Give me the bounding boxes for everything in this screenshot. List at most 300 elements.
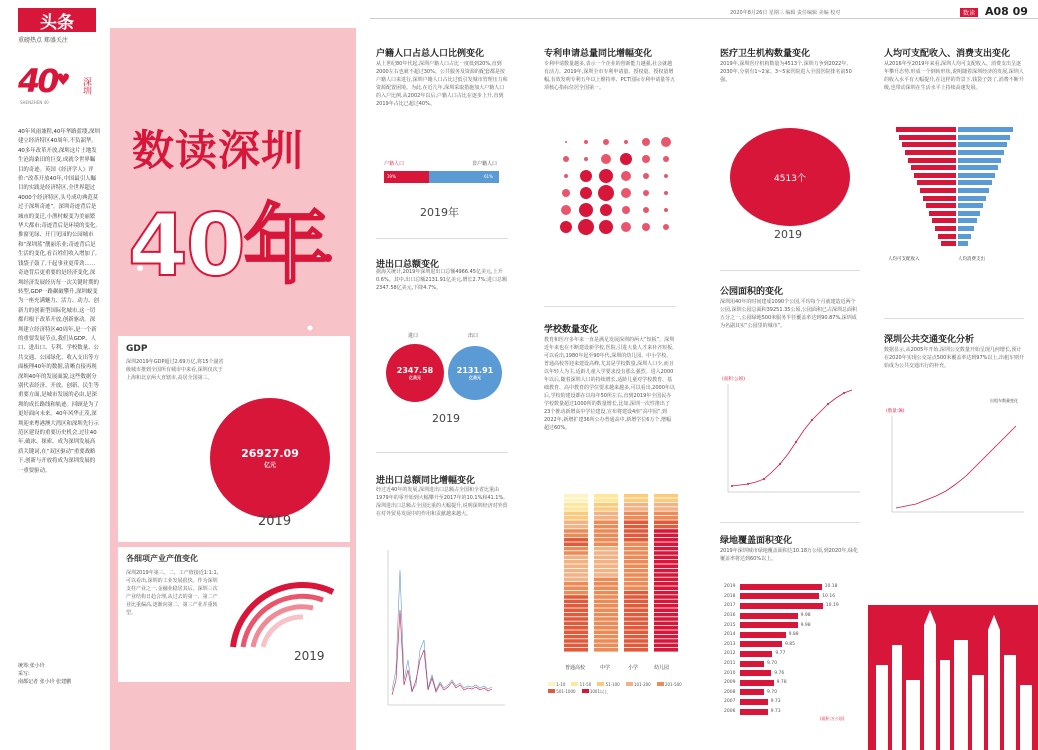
trade-import-unit: 亿美元 (409, 374, 421, 380)
school-cell (654, 617, 678, 621)
income-title: 人均可支配收入、消费支出变化 (884, 49, 1011, 59)
school-cell (624, 600, 648, 604)
school-cell (594, 538, 618, 542)
greening-bar (740, 593, 819, 599)
school-cell (654, 578, 678, 582)
school-cell (594, 494, 618, 498)
greening-year: 2011 (724, 661, 736, 667)
hero-title: 数读深圳 (132, 126, 305, 175)
greening-value: 9.98 (800, 613, 811, 619)
medical-circle (730, 128, 850, 226)
industry-title: 各细项产业产值变化 (126, 554, 198, 563)
school-cell (594, 622, 618, 626)
bubble (624, 140, 628, 144)
city-skyline-illustration (868, 605, 1038, 750)
school-cell (624, 507, 648, 511)
school-cell (654, 494, 678, 498)
school-cell (654, 569, 678, 573)
school-cell (564, 512, 588, 516)
school-cell (564, 639, 588, 643)
greening-bar (740, 584, 822, 590)
school-cell (624, 538, 648, 542)
income-row (884, 179, 1024, 187)
bubble (600, 204, 612, 216)
school-cell (594, 525, 618, 529)
school-cell (564, 644, 588, 648)
header-meta: 2020年8月26日 星期三 编辑 责任编辑 美编 校对 (730, 10, 841, 16)
school-cell (624, 573, 648, 577)
school-cell (594, 507, 618, 511)
trade-export-circle (448, 346, 502, 400)
school-cell (564, 534, 588, 538)
school-cell (564, 525, 588, 529)
trade-export-unit: 亿美元 (469, 374, 481, 380)
greening-year: 2009 (724, 680, 736, 686)
school-cell (654, 608, 678, 612)
income-row (884, 232, 1024, 240)
school-cell (594, 600, 618, 604)
school-cat-0: 普通高校 (565, 665, 586, 671)
income-row (884, 225, 1024, 233)
heart-icon: ♥ (56, 70, 71, 89)
bubble (622, 206, 630, 214)
greening-bar (740, 709, 768, 715)
school-cell (624, 639, 648, 643)
school-cell (624, 626, 648, 630)
school-cell (624, 525, 648, 529)
school-cell (564, 516, 588, 520)
greening-unit: (面积:万公顷) (820, 716, 845, 721)
school-cell (594, 591, 618, 595)
school-cell (624, 534, 648, 538)
greening-value: 9.73 (770, 699, 781, 705)
bubble (663, 224, 669, 230)
transit-line-chart (886, 416, 1026, 516)
school-cell (594, 547, 618, 551)
income-row (884, 149, 1024, 157)
school-cell (564, 613, 588, 617)
school-cell (594, 512, 618, 516)
greening-value: 9.78 (776, 680, 787, 686)
income-row (884, 126, 1024, 134)
school-cell (654, 538, 678, 542)
income-row (884, 187, 1024, 195)
greening-value: 9.70 (767, 689, 778, 695)
school-cell (654, 551, 678, 555)
school-title: 学校数量变化 (544, 325, 599, 335)
school-cell (624, 569, 648, 573)
trade-title: 进出口总额变化 (376, 260, 440, 270)
bubble (562, 189, 570, 197)
school-cell (624, 520, 648, 524)
school-cell (624, 635, 648, 639)
gdp-year: 2019 (258, 514, 292, 529)
anniversary-logo (18, 62, 108, 112)
bubble (603, 139, 609, 145)
school-cell (594, 529, 618, 533)
bubble (664, 174, 668, 178)
school-cell (654, 644, 678, 648)
bubble (642, 223, 650, 231)
school-cell (564, 494, 588, 498)
gdp-circle (210, 398, 330, 518)
income-label-a: 人均可支配收入 (888, 257, 920, 262)
bubble (584, 140, 588, 144)
medical-title: 医疗卫生机构数量变化 (720, 49, 811, 59)
school-cell (564, 547, 588, 551)
trade-year: 2019 (432, 412, 460, 425)
greening-value: 9.76 (774, 670, 785, 676)
school-cell (624, 582, 648, 586)
school-cell (654, 534, 678, 538)
bubble (621, 171, 631, 181)
greening-row (724, 668, 864, 678)
school-cell (564, 635, 588, 639)
bubble (664, 191, 668, 195)
school-cell (654, 600, 678, 604)
legend-item: 11-50 (571, 682, 591, 687)
greening-row (724, 707, 864, 717)
school-cell (624, 512, 648, 516)
bubble (578, 219, 594, 235)
masthead-logo: 头条 (18, 8, 96, 32)
school-cell (594, 613, 618, 617)
household-pct-b: 61% (484, 174, 493, 179)
greening-value: 9.70 (767, 661, 778, 667)
greening-year: 2010 (724, 670, 736, 676)
industry-radial-chart (228, 572, 338, 652)
legend-item: 51-100 (597, 682, 619, 687)
trade-import-value: 2347.58 (396, 365, 434, 375)
school-cell (594, 586, 618, 590)
school-cell (594, 630, 618, 634)
school-cell (654, 520, 678, 524)
bubble (642, 155, 650, 163)
school-cell (654, 547, 678, 551)
gdp-value: 26927.09 (241, 447, 299, 460)
school-cell (594, 564, 618, 568)
income-row (884, 164, 1024, 172)
school-cell (624, 551, 648, 555)
greening-value: 10.19 (825, 603, 839, 609)
greening-row (724, 630, 864, 640)
school-cell (564, 608, 588, 612)
greening-row (724, 688, 864, 698)
school-cell (594, 534, 618, 538)
school-cell (594, 520, 618, 524)
trade-body: 据海关统计,2019年深圳进出口总额4966.45亿美元,上升0.6%。其中,出口总额2131.91亿美元,增长2.7%;进口总额2347.58亿美元,下降4.7%。 (376, 269, 507, 291)
patent-title: 专利申请总量同比增幅变化 (544, 49, 653, 59)
greening-year: 2019 (724, 584, 736, 590)
income-row (884, 141, 1024, 149)
medical-year: 2019 (774, 228, 802, 241)
gdp-title: GDP (126, 344, 148, 354)
legend-item: 101-200 (626, 682, 651, 687)
greening-value: 10.16 (822, 593, 836, 599)
bubble (664, 208, 668, 212)
medical-body: 2019年,深圳医疗机构数量为4513个,深圳力争到2022年、2030年,分别有1~2家、3~5家医院进入全国医院排名前50强。 (720, 61, 852, 83)
school-cell (594, 648, 618, 652)
greening-year: 2017 (724, 603, 736, 609)
greening-value: 9.85 (785, 641, 796, 647)
household-year: 2019年 (420, 206, 459, 219)
greening-row (724, 620, 864, 630)
school-cell (624, 498, 648, 502)
trade-export-value: 2131.91 (456, 365, 494, 375)
hero-subtitle: 40年 (128, 196, 328, 296)
greening-year: 2006 (724, 709, 736, 715)
greening-year: 2012 (724, 651, 736, 657)
greening-bar (740, 670, 771, 676)
greening-bar (740, 632, 786, 638)
school-cell (654, 622, 678, 626)
bubble (643, 173, 649, 179)
greening-bar (740, 699, 768, 705)
greening-row (724, 601, 864, 611)
industry-card (118, 547, 350, 682)
school-cell (594, 503, 618, 507)
bubble (599, 169, 613, 183)
school-cell (654, 639, 678, 643)
bubble (663, 156, 669, 162)
bubble (643, 190, 649, 196)
school-cell (654, 586, 678, 590)
transit-ylabel: (数量:辆) (886, 409, 905, 414)
school-cell (564, 573, 588, 577)
school-cell (564, 507, 588, 511)
page-number: A08 09 (985, 5, 1028, 18)
school-body: 教育和医疗多年来一直是满足发展深圳的两大“短板”。深圳近年来也在不断建设新学校,医院,引进大量人才来补齐短板,可以看出,1980年起至90年代,深圳的幼儿园、中小学校、普通高校等迎来建设高峰,尤其是学校数量,深圳人口少,而且以年轻人为主,适龄儿童入学要求没有那么强烈。进入2000年以后,随着深圳人口的持续增长,适龄儿童对学校教育、基础教育、高中教育的学位要求越来越多,可以看出,2000年以后,学校的建设都在以每年50所左右,直到2019年全国民办学校数量超过1000所的数量增长,比如,深圳一次性推出了23个推动新增高中学位建设,宣布将建设4座“高中园”,到2022年,新增扩建36所公办普通高中,新增学位6万个,增幅超过60%。 (544, 337, 675, 431)
school-cell (654, 516, 678, 520)
school-cell (594, 635, 618, 639)
trade-import-circle (386, 344, 444, 402)
school-cell (564, 560, 588, 564)
transit-body: 数据显示,从2005年开始,深圳公交数量开始呈现几何增长,预计在2020年实现公交站点500米覆盖率达到97%以上,出租车则开始成为公共交通出行的补充。 (884, 347, 1024, 369)
patent-bubble-grid (556, 132, 686, 242)
school-cell (654, 595, 678, 599)
school-cell (564, 529, 588, 533)
bubble (643, 207, 649, 213)
greening-bar (740, 613, 798, 619)
trade-growth-body: 经过近40年的发展,深圳进出口总额占全国和全省比重由1979年的零开始到大幅攀升至2017年的10.1%和41.1%,深圳进出口总额占全国比重的大幅提升,说明深圳经济对外贸在对外贸易发展中的作用和贡献越来越大。 (376, 487, 508, 517)
anniversary-number: 40 (18, 62, 57, 100)
school-cell (564, 578, 588, 582)
income-row (884, 217, 1024, 225)
greening-bar (740, 603, 823, 609)
school-cell (594, 569, 618, 573)
school-cell (564, 538, 588, 542)
household-title: 户籍人口占总人口比例变化 (376, 49, 485, 59)
income-label-b: 人均消费支出 (958, 257, 985, 262)
school-cell (654, 591, 678, 595)
school-cell (594, 582, 618, 586)
bubble (560, 221, 572, 233)
school-cell (624, 604, 648, 608)
gdp-card (118, 336, 350, 542)
trade-export-label: 出口 (468, 333, 479, 339)
income-row (884, 240, 1024, 248)
greening-row (724, 649, 864, 659)
legend-item: 1-10 (548, 682, 565, 687)
school-cell (624, 529, 648, 533)
trade-import-label: 进口 (408, 333, 419, 339)
school-cell (564, 595, 588, 599)
gdp-unit: 亿元 (263, 462, 276, 469)
school-cell (624, 586, 648, 590)
school-cell (624, 591, 648, 595)
school-cell (564, 648, 588, 652)
school-cell (564, 591, 588, 595)
school-cell (564, 626, 588, 630)
trade-growth-chart (380, 550, 505, 710)
school-cell (624, 595, 648, 599)
greening-row (724, 678, 864, 688)
school-cell (594, 644, 618, 648)
school-cell (564, 569, 588, 573)
greening-year: 2008 (724, 689, 736, 695)
income-row (884, 134, 1024, 142)
school-cell (564, 542, 588, 546)
greening-value: 9.88 (788, 632, 799, 638)
bubble (564, 174, 568, 178)
industry-year: 2019 (294, 649, 325, 663)
greening-row (724, 592, 864, 602)
greening-bar (740, 661, 764, 667)
greening-year: 2015 (724, 622, 736, 628)
intro-body: 40年风雨兼程,40年华路蓝缕,深圳建立经济特区40周年,不负韶华。40多年改革开放,深圳这片土地发生沧海桑田的巨变,成就令世界瞩目的奇迹。英国《经济学人》评价:“改革开放40年,中国最引人瞩目的实践是经济特区,全世界超过4000个经济特区,头号成功典范莫过于深圳奇迹”。深圳奇迹背后是城市的变迁,小渔村蜕变为美丽繁华大都市;奇迹背后是环境的变化,推窗见绿、开门见园的公园城市和“深圳蓝”靓丽乐业;奇迹背后是生活的变化,看百姓们收入增加了,钱袋子鼓了,干起事业更带劲……奇迹背后更重要的是经济变化,深圳经济发展经历每一次关键时期的转型,GDP一路飙破攀升,深圳蜕变为一座充满魅力、活力、动力、创新力的创新型国际化城市,这一切都归根于改革开放,创新驱动。深圳建立经济特区40周年,是一个新的重要发展节点,我们从GDP、人口、进出口、专利、学校数量、公共交通、公园绿化、收入支出等方面梳理40年的数据,清晰直接再现深圳40年的发展面貌,这些数据分别代表经济、开放、创新、民生等重要方面,是城市发展的必由,是深圳的成长路线和轨迹。回顾是为了更好面向未来。40年风华正茂,深圳迎来粤港澳大湾区和深圳先行示范区建设的重要历史机会,过往40年,破冰、探索、成为深圳发展高质关键词,在“双区驱动”重要战略下,创新与开放将成为深圳发展的一重要驱动。 (18, 129, 100, 474)
school-cell (594, 617, 618, 621)
household-label-a: 户籍人口 (384, 161, 405, 167)
school-cell (594, 516, 618, 520)
patent-body: 专利申请数量越多,表示一个企业的创新能力越强,社会就越有活力。2019年,深圳全市专利申请量、授权量、授权量增幅,有效发明专利五年以上维持率、PCT国际专利申请量等五项核心指标位居全国第一。 (544, 61, 676, 91)
greening-year: 2013 (724, 641, 736, 647)
bubble (598, 185, 614, 201)
income-row (884, 156, 1024, 164)
bubble (661, 137, 671, 147)
bubble (580, 187, 592, 199)
school-cell (654, 507, 678, 511)
school-cell (594, 595, 618, 599)
school-cell (654, 626, 678, 630)
school-cell (624, 516, 648, 520)
bubble (584, 157, 588, 161)
school-cell (624, 648, 648, 652)
school-cat-3: 幼儿园 (654, 665, 670, 671)
income-row (884, 194, 1024, 202)
park-ylabel: (面积:公顷) (722, 377, 746, 382)
school-cell (594, 639, 618, 643)
greening-value: 9.73 (770, 709, 781, 715)
school-cell (564, 617, 588, 621)
greening-year: 2007 (724, 699, 736, 705)
school-cell (594, 608, 618, 612)
greening-year: 2014 (724, 632, 736, 638)
school-cell (624, 630, 648, 634)
school-cell (624, 560, 648, 564)
school-cell (654, 635, 678, 639)
bubble (601, 154, 611, 164)
school-cell (654, 573, 678, 577)
transit-title: 深圳公共交通变化分析 (884, 335, 975, 345)
bubble (561, 205, 571, 215)
school-cell (624, 644, 648, 648)
income-row (884, 210, 1024, 218)
school-cell (624, 564, 648, 568)
school-cell (654, 498, 678, 502)
school-cell (654, 560, 678, 564)
school-cell (654, 525, 678, 529)
bubble (621, 188, 631, 198)
school-cell (564, 564, 588, 568)
school-cell (654, 648, 678, 652)
greening-value: 9.77 (775, 651, 786, 657)
school-cell (624, 578, 648, 582)
bubble (565, 141, 567, 143)
school-cell (564, 630, 588, 634)
school-cell (624, 542, 648, 546)
school-cell (624, 547, 648, 551)
masthead-slogan: 重磅热点 郑盛关注 (18, 37, 68, 44)
household-label-b: 非户籍人口 (472, 161, 498, 167)
school-cell (594, 542, 618, 546)
greening-year: 2016 (724, 613, 736, 619)
school-cell (594, 626, 618, 630)
income-body: 从2016年至2019年来看,深圳人均可支配收入、消费支出呈逐年攀升态势,形成一个倒转形状,说明随着深圳经济的发展,深圳人的收入水平有大幅提升,在这样的背景下,钱袋子鼓了,消费不断升级,也带动深圳在生活水平上持续高速发展。 (884, 61, 1024, 91)
school-cell (564, 503, 588, 507)
greening-value: 9.98 (800, 622, 811, 628)
household-bar (384, 171, 499, 183)
greening-bar (740, 651, 772, 657)
school-cell (594, 578, 618, 582)
greening-bar (740, 680, 774, 686)
school-cell (594, 560, 618, 564)
anniversary-sub: SHENZHEN 40 (20, 100, 49, 105)
gdp-body: 深圳2019年GDP超过2.69万亿,将15个副省级城市推到全国所有城市中来看,深圳仅次于上海和北京两大直辖市,高居全国第三。 (126, 359, 224, 381)
greening-year: 2018 (724, 593, 736, 599)
school-cell (564, 551, 588, 555)
school-legend (548, 682, 683, 695)
bubble (642, 138, 650, 146)
school-cat-1: 中学 (600, 665, 611, 671)
park-body: 深圳用40年的时间建成1090个公园,平均每个月就建造近两个公园,深圳公园总面积39251.35公顷,公园面积已占深圳总面积五分之一,公园绿地500米服务半径覆盖率达到90.87%,深圳成为名副其实“公园里的城市”。 (720, 299, 858, 329)
greening-bar (740, 689, 764, 695)
school-cell (654, 604, 678, 608)
credits: 统筹:张小玲 采写: 南都记者 张小玲 张建鹏 (18, 663, 72, 685)
anniversary-city: 深圳 (81, 77, 91, 95)
greening-body: 2019年深圳城市绿地覆盖面积达10.18万公顷,到2020年,绿化覆盖率将达到60%以上。 (720, 548, 858, 562)
greening-value: 10.18 (824, 584, 838, 590)
greening-row (724, 640, 864, 650)
legend-item: 501-1000 (548, 689, 576, 695)
school-cell (624, 503, 648, 507)
greening-row (724, 582, 864, 592)
income-row (884, 172, 1024, 180)
school-cat-2: 小学 (628, 665, 639, 671)
section-badge: 数读 (960, 8, 978, 17)
school-cell (564, 556, 588, 560)
transit-legend: 出租车数量变化 (990, 398, 1018, 403)
school-cell (594, 551, 618, 555)
legend-item: 201-500 (657, 682, 682, 687)
school-cell (564, 520, 588, 524)
greening-bar (740, 622, 798, 628)
greening-bar (740, 641, 782, 647)
school-cell (654, 529, 678, 533)
bubble (563, 156, 569, 162)
school-cell (654, 512, 678, 516)
school-cell (624, 556, 648, 560)
bubble (599, 220, 613, 234)
